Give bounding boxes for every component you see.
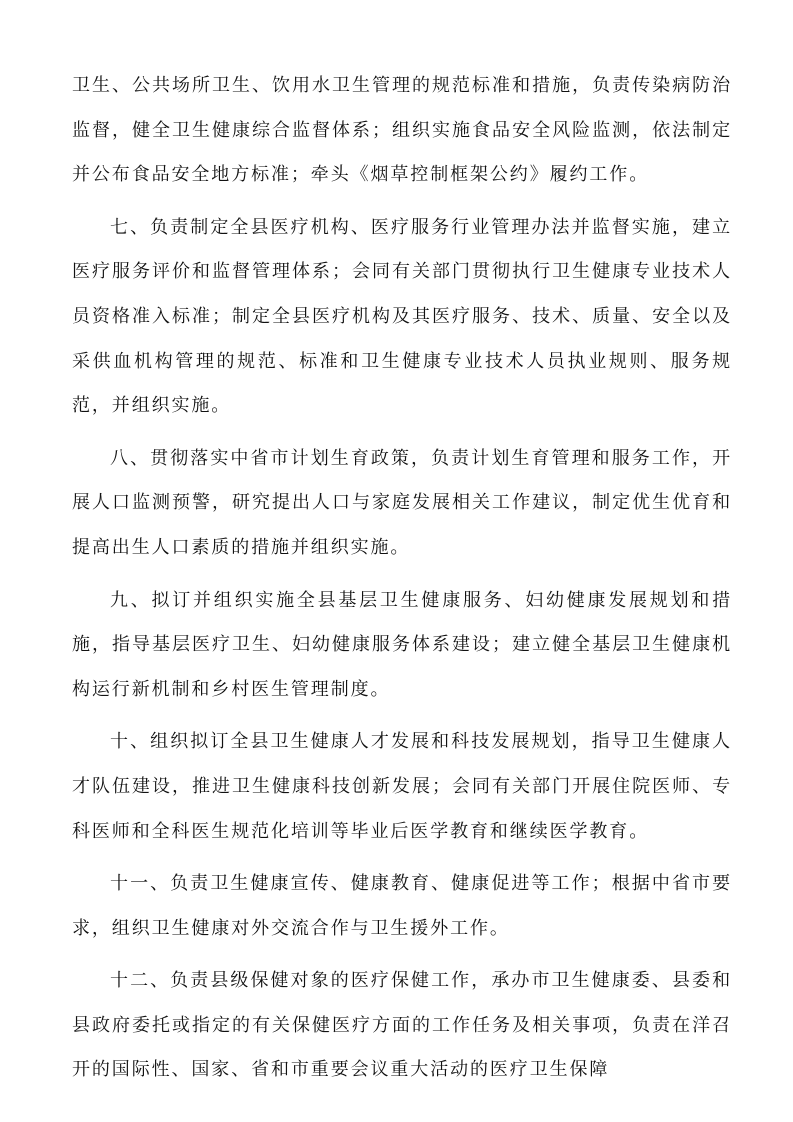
paragraph-item-11: 十一、负责卫生健康宣传、健康教育、健康促进等工作；根据中省市要求，组织卫生健康对外交流合作与卫生援外工作。: [72, 873, 732, 939]
document-body: [72, 64, 732, 1101]
paragraph-item-8: 八、贯彻落实中省市计划生育政策，负责计划生育管理和服务工作，开展人口监测预警，研究提出人口与家庭发展相关工作建议，制定优生优育和提高出生人口素质的措施并组织实施。: [72, 447, 732, 558]
paragraph-continuation: 卫生、公共场所卫生、饮用水卫生管理的规范标准和措施，负责传染病防治监督，健全卫生健康综合监督体系；组织实施食品安全风险监测，依法制定并公布食品安全地方标准；牵头《烟草控制框架公约》履约工作。: [72, 75, 732, 186]
paragraph-item-7: 七、负责制定全县医疗机构、医疗服务行业管理办法并监督实施，建立医疗服务评价和监督管理体系；会同有关部门贯彻执行卫生健康专业技术人员资格准入标准；制定全县医疗机构及其医疗服务、技术、质量、安全以及采供血机构管理的规范、标准和卫生健康专业技术人员执业规则、服务规范，并组织实施。: [72, 216, 732, 417]
paragraph-item-10: 十、组织拟订全县卫生健康人才发展和科技发展规划，指导卫生健康人才队伍建设，推进卫生健康科技创新发展；会同有关部门开展住院医师、专科医师和全科医生规范化培训等毕业后医学教育和继续医学教育。: [72, 731, 732, 842]
paragraph-item-9: 九、拟订并组织实施全县基层卫生健康服务、妇幼健康发展规划和措施，指导基层医疗卫生、妇幼健康服务体系建设；建立健全基层卫生健康机构运行新机制和乡村医生管理制度。: [72, 589, 732, 700]
paragraph-item-12: 十二、负责县级保健对象的医疗保健工作，承办市卫生健康委、县委和县政府委托或指定的有关保健医疗方面的工作任务及相关事项，负责在洋召开的国际性、国家、省和市重要会议重大活动的医疗卫生保障: [72, 970, 732, 1081]
